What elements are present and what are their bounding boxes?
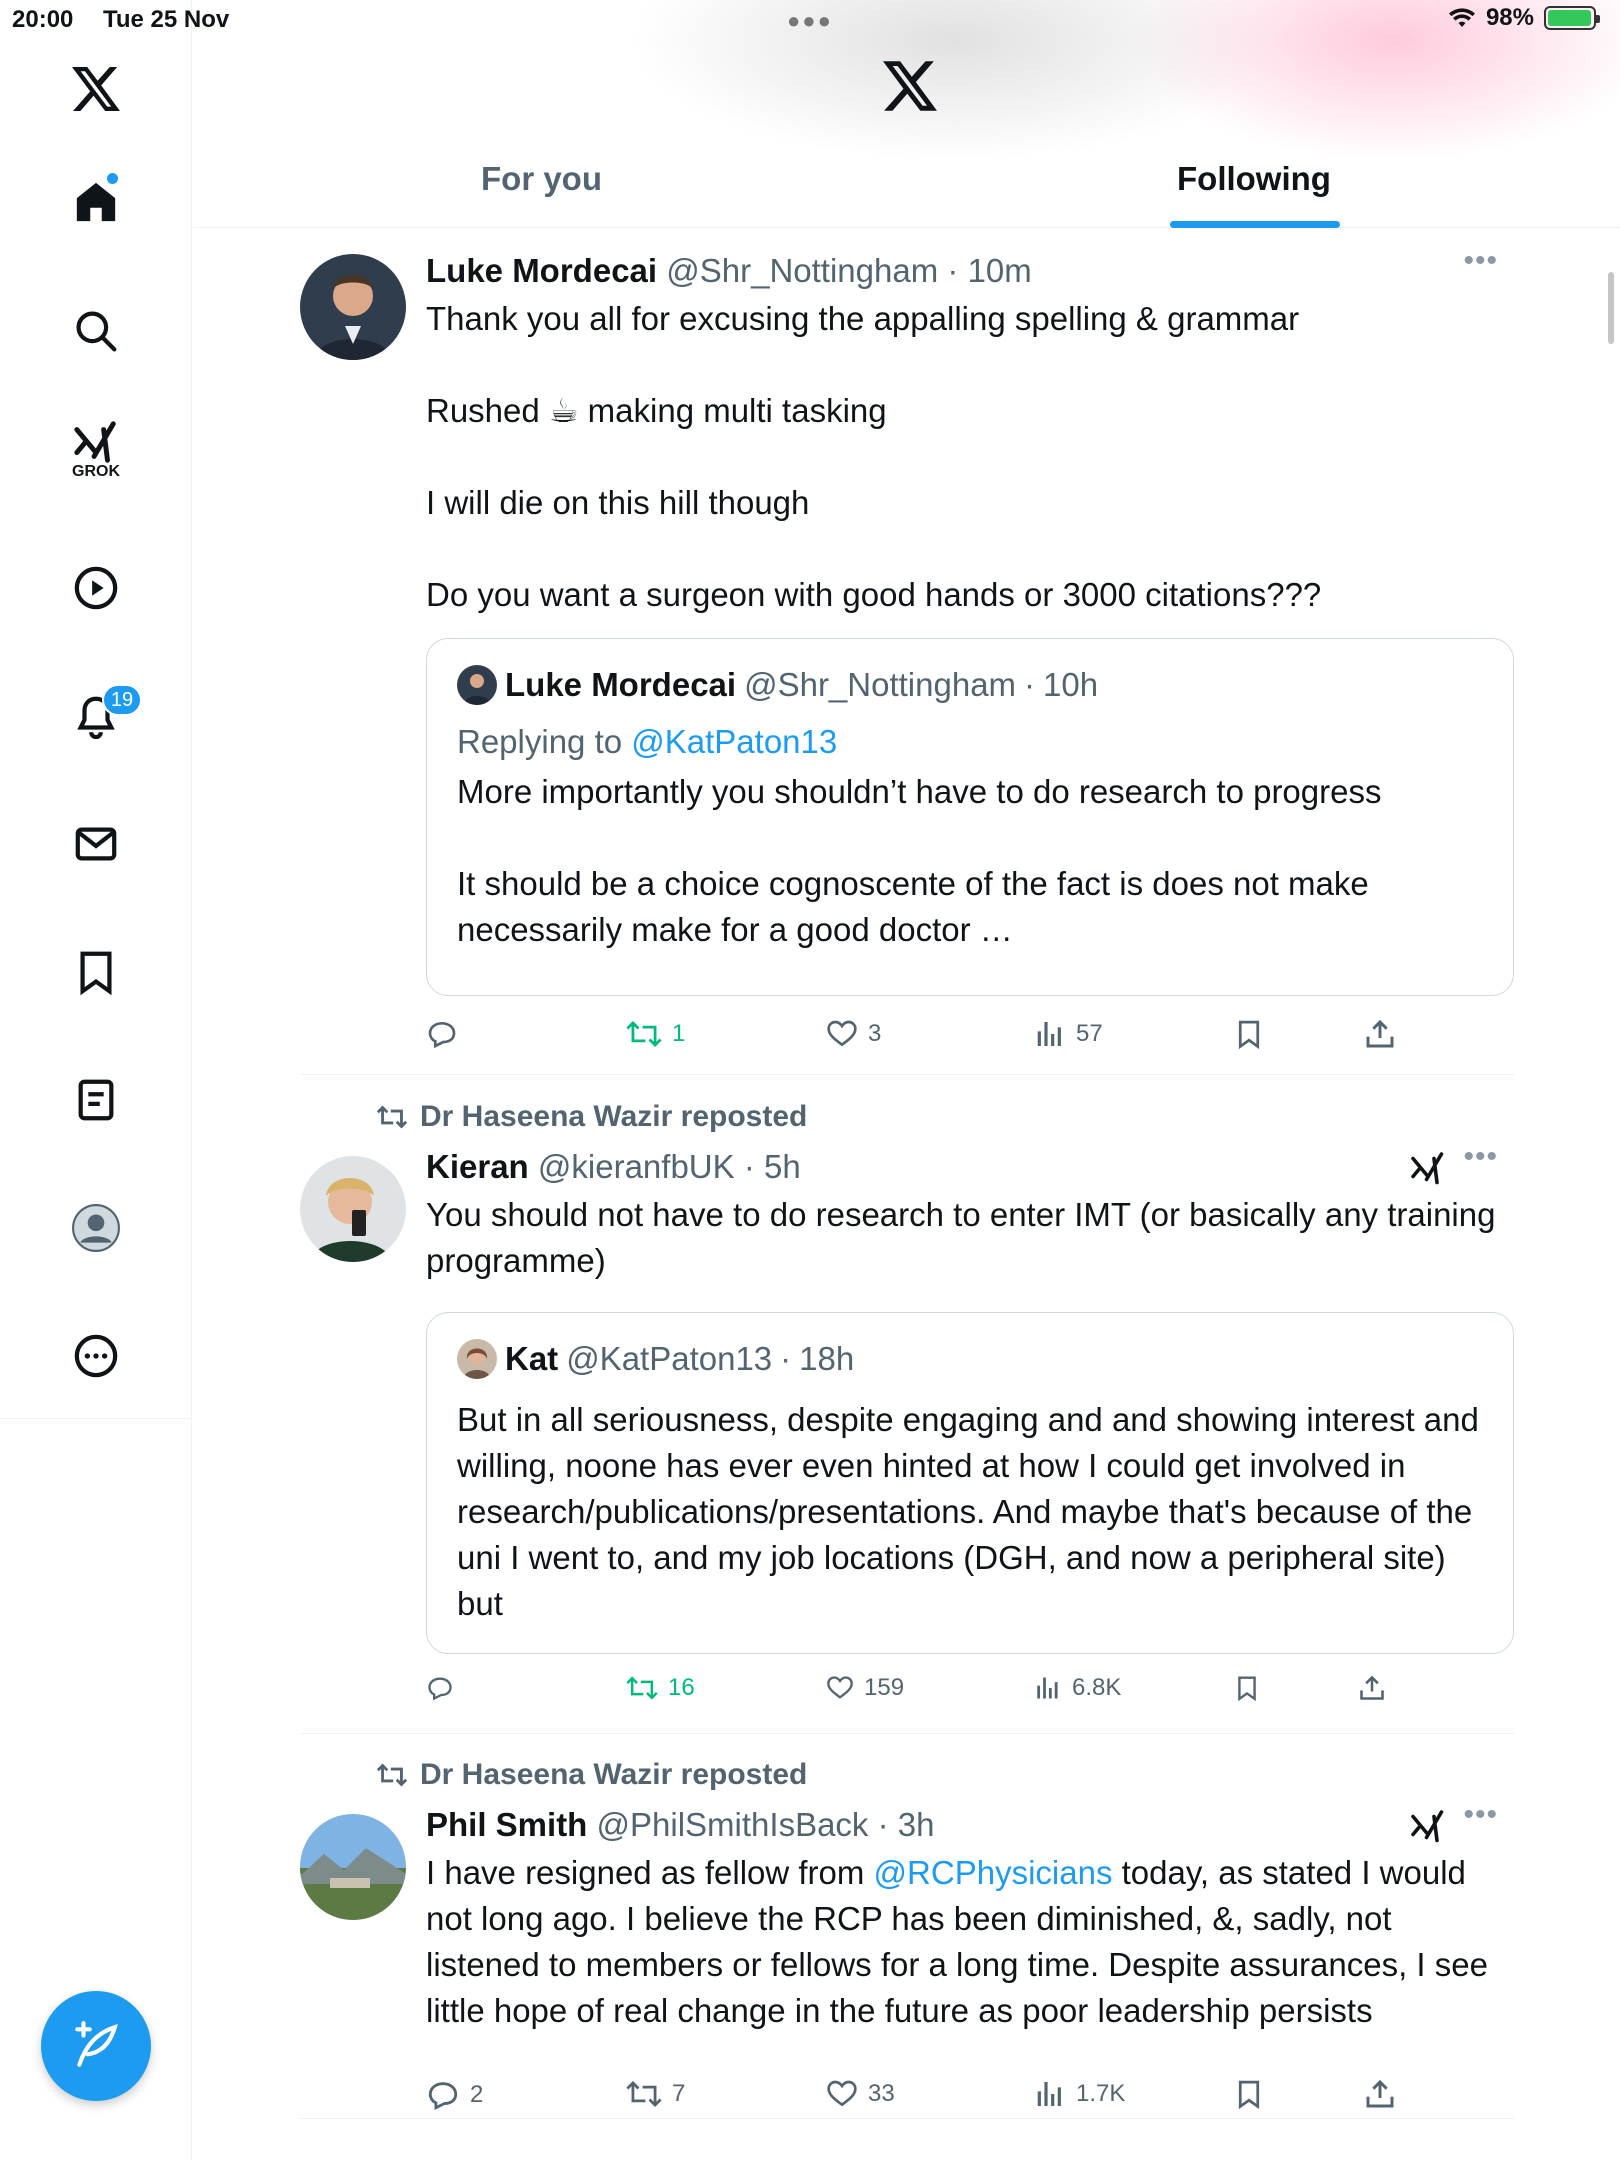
- repost-indicator-icon: [376, 1104, 408, 1130]
- quote-time: 10h: [1043, 666, 1099, 703]
- bookmark-button[interactable]: [1234, 1674, 1260, 1702]
- author-name[interactable]: Kieran: [426, 1148, 529, 1185]
- repost-icon: [626, 1018, 662, 1050]
- repost-button[interactable]: [626, 1674, 695, 1702]
- views-icon: [1034, 1018, 1066, 1050]
- quote-author-name: Luke Mordecai: [505, 666, 737, 703]
- avatar[interactable]: [300, 254, 406, 360]
- author-name[interactable]: Luke Mordecai: [426, 252, 658, 289]
- views-icon: [1034, 2078, 1066, 2110]
- repost-count: 1: [672, 1020, 686, 1047]
- tweet-divider: [300, 2118, 1514, 2119]
- battery-fill: [1548, 10, 1591, 26]
- compose-feather-icon: [71, 2021, 121, 2071]
- view-count: 6.8K: [1072, 1674, 1122, 1701]
- repost-button[interactable]: [626, 1018, 685, 1050]
- reply-button[interactable]: [426, 1674, 464, 1702]
- quote-text: More importantly you shouldn’t have to do research to progress It should be a choice cognoscente of the fact is does not make necessarily make for a good doctor …: [457, 773, 1382, 948]
- avatar[interactable]: [300, 1156, 406, 1262]
- replying-to: [457, 723, 837, 761]
- like-count: 3: [868, 1020, 882, 1047]
- sidebar: [0, 0, 192, 2160]
- repost-button[interactable]: [626, 2078, 685, 2110]
- bookmark-icon: [1234, 1674, 1260, 1702]
- tweet[interactable]: [300, 1100, 1514, 1740]
- tweet-text: [426, 1850, 1506, 2034]
- like-count: 159: [864, 1674, 905, 1701]
- like-button[interactable]: [826, 1018, 881, 1050]
- tweet-text-start: I have resigned as fellow from: [426, 1854, 874, 1891]
- share-button[interactable]: [1364, 2078, 1396, 2110]
- bookmark-button[interactable]: [1234, 1018, 1264, 1050]
- tweet[interactable]: [300, 1758, 1514, 2118]
- tweet[interactable]: [300, 244, 1514, 1072]
- mention-link[interactable]: @RCPhysicians: [873, 1854, 1113, 1891]
- tab-following[interactable]: Following: [1177, 160, 1331, 197]
- grok-icon: [73, 421, 119, 465]
- quoted-tweet[interactable]: Kat @KatPaton13 · 18h But in all seriousness, despite engaging and and showing interest and willing, noone has ever even hinted at how I could get involved in research/publications/presentations. And maybe that's because of the uni I went to, and my job locations (DGH, and now a peripheral site) but: [426, 1312, 1514, 1654]
- tweet-divider: [300, 1074, 1514, 1075]
- bookmarks-icon[interactable]: [65, 941, 127, 1003]
- battery-icon: [1544, 6, 1596, 30]
- quote-author-name: Kat: [505, 1340, 559, 1377]
- heart-icon: [826, 2078, 858, 2110]
- tab-for-you[interactable]: For you: [481, 160, 602, 197]
- reply-button[interactable]: [426, 1018, 468, 1050]
- quote-text: But in all seriousness, despite engaging and and showing interest and willing, noone has ever even hinted at how I could get involved in research/publications/presentations. And maybe that's because of the uni I went to, and my job locations (DGH, and now a peripheral site) but: [457, 1401, 1479, 1622]
- bookmark-icon: [1234, 2078, 1264, 2110]
- bookmark-button[interactable]: [1234, 2078, 1264, 2110]
- video-icon[interactable]: [65, 557, 127, 619]
- tweet-time[interactable]: 5h: [763, 1148, 801, 1185]
- more-icon[interactable]: •••: [1463, 244, 1498, 277]
- tweet-actions: [426, 2078, 1426, 2118]
- notification-badge: 19: [102, 684, 142, 716]
- avatar[interactable]: [300, 1814, 406, 1920]
- reply-icon: [426, 1018, 458, 1050]
- author-handle[interactable]: @kieranfbUK: [537, 1148, 735, 1185]
- share-button[interactable]: [1358, 1674, 1386, 1702]
- tweet-header: Phil Smith @PhilSmithIsBack · 3h: [426, 1806, 935, 1843]
- reposted-by-text: Dr Haseena Wazir reposted: [420, 1758, 808, 1791]
- reply-button[interactable]: [426, 2078, 483, 2112]
- messages-icon[interactable]: [65, 813, 127, 875]
- replying-prefix: Replying to: [457, 723, 632, 760]
- tweet-actions: [426, 1674, 1426, 1714]
- x-header-logo-icon[interactable]: [883, 60, 937, 117]
- grok-explain-icon[interactable]: [1410, 1810, 1446, 1849]
- grok-explain-icon[interactable]: [1410, 1152, 1446, 1191]
- scrollbar[interactable]: [1608, 272, 1614, 344]
- sidebar-divider: [0, 1418, 192, 1419]
- grok-label: GROK: [72, 463, 120, 480]
- tweet-divider: [300, 1733, 1514, 1734]
- reply-count: 2: [470, 2081, 484, 2108]
- search-icon[interactable]: [65, 300, 127, 362]
- tweet-text: Thank you all for excusing the appalling spelling & grammar Rushed ☕ making multi tasking I will die on this hill though Do you want a surgeon with good hands or 3000 citations???: [426, 300, 1322, 613]
- reposted-by[interactable]: [376, 1758, 807, 1792]
- author-handle[interactable]: @Shr_Nottingham: [666, 252, 939, 289]
- tweet-time[interactable]: 10m: [967, 252, 1032, 289]
- reposted-by[interactable]: [376, 1100, 807, 1134]
- quote-time: 18h: [799, 1340, 855, 1377]
- views-button[interactable]: [1034, 1674, 1121, 1702]
- tweet-header: Luke Mordecai @Shr_Nottingham · 10m: [426, 252, 1032, 289]
- views-button[interactable]: [1034, 1018, 1103, 1050]
- views-icon: [1034, 1674, 1062, 1702]
- reply-icon: [426, 1674, 454, 1702]
- like-button[interactable]: [826, 2078, 895, 2110]
- status-date: Tue 25 Nov: [103, 6, 230, 33]
- view-count: 1.7K: [1076, 2080, 1126, 2107]
- tweet-text-end: today, as stated I would not long ago. I believe the RCP has been diminished, &, sadly, not listened to members or fellows for a long time. Despite assurances, I see little hope of real change in the future as poor leadership persists: [426, 1854, 1488, 2029]
- repost-count: 7: [672, 2080, 686, 2107]
- quoted-tweet[interactable]: Luke Mordecai @Shr_Nottingham · 10h Replying to @KatPaton13 More importantly you shouldn’t have to do research to progress It should be a choice cognoscente of the fact is does not make necessarily make for a good doctor …: [426, 638, 1514, 996]
- repost-icon: [626, 2078, 662, 2110]
- tweet-text: You should not have to do research to enter IMT (or basically any training programme): [426, 1196, 1496, 1279]
- share-icon: [1358, 1674, 1386, 1702]
- quote-avatar: [457, 665, 497, 705]
- multitask-dots-icon[interactable]: ●●●: [787, 8, 833, 33]
- heart-icon: [826, 1018, 858, 1050]
- x-logo-icon[interactable]: [65, 58, 127, 120]
- share-icon: [1364, 1018, 1396, 1050]
- more-options-icon[interactable]: [65, 1325, 127, 1387]
- quote-avatar: [457, 1339, 497, 1379]
- active-tab-indicator: [1170, 221, 1340, 228]
- heart-icon: [826, 1674, 854, 1702]
- repost-count: 16: [668, 1674, 695, 1701]
- repost-icon: [626, 1674, 658, 1702]
- quote-author-handle: @Shr_Nottingham: [744, 666, 1017, 703]
- grok-nav-item[interactable]: [65, 420, 127, 482]
- wifi-icon: [1448, 7, 1476, 29]
- share-button[interactable]: [1364, 1018, 1396, 1050]
- reply-icon: [426, 2078, 460, 2112]
- repost-indicator-icon: [376, 1762, 408, 1788]
- tweet-time[interactable]: 3h: [897, 1806, 935, 1843]
- like-count: 33: [868, 2080, 895, 2107]
- more-icon[interactable]: •••: [1463, 1798, 1498, 1831]
- replying-to-mention[interactable]: @KatPaton13: [631, 723, 838, 760]
- status-time: 20:00: [12, 6, 74, 33]
- like-button[interactable]: [826, 1674, 904, 1702]
- view-count: 57: [1076, 1020, 1103, 1047]
- quote-author-handle: @KatPaton13: [566, 1340, 773, 1377]
- share-icon: [1364, 2078, 1396, 2110]
- status-bar: [0, 0, 1620, 40]
- lists-icon[interactable]: [65, 1069, 127, 1131]
- home-unread-dot: [107, 173, 118, 184]
- battery-percent: 98%: [1485, 4, 1534, 31]
- author-name[interactable]: Phil Smith: [426, 1806, 588, 1843]
- profile-avatar-icon[interactable]: [65, 1197, 127, 1259]
- tweet-header: Kieran @kieranfbUK · 5h: [426, 1148, 801, 1185]
- bookmark-icon: [1234, 1018, 1264, 1050]
- reposted-by-text: Dr Haseena Wazir reposted: [420, 1100, 808, 1133]
- more-icon[interactable]: •••: [1463, 1140, 1498, 1173]
- compose-button[interactable]: [41, 1991, 151, 2101]
- author-handle[interactable]: @PhilSmithIsBack: [596, 1806, 869, 1843]
- views-button[interactable]: [1034, 2078, 1125, 2110]
- tweet-actions: [426, 1018, 1426, 1058]
